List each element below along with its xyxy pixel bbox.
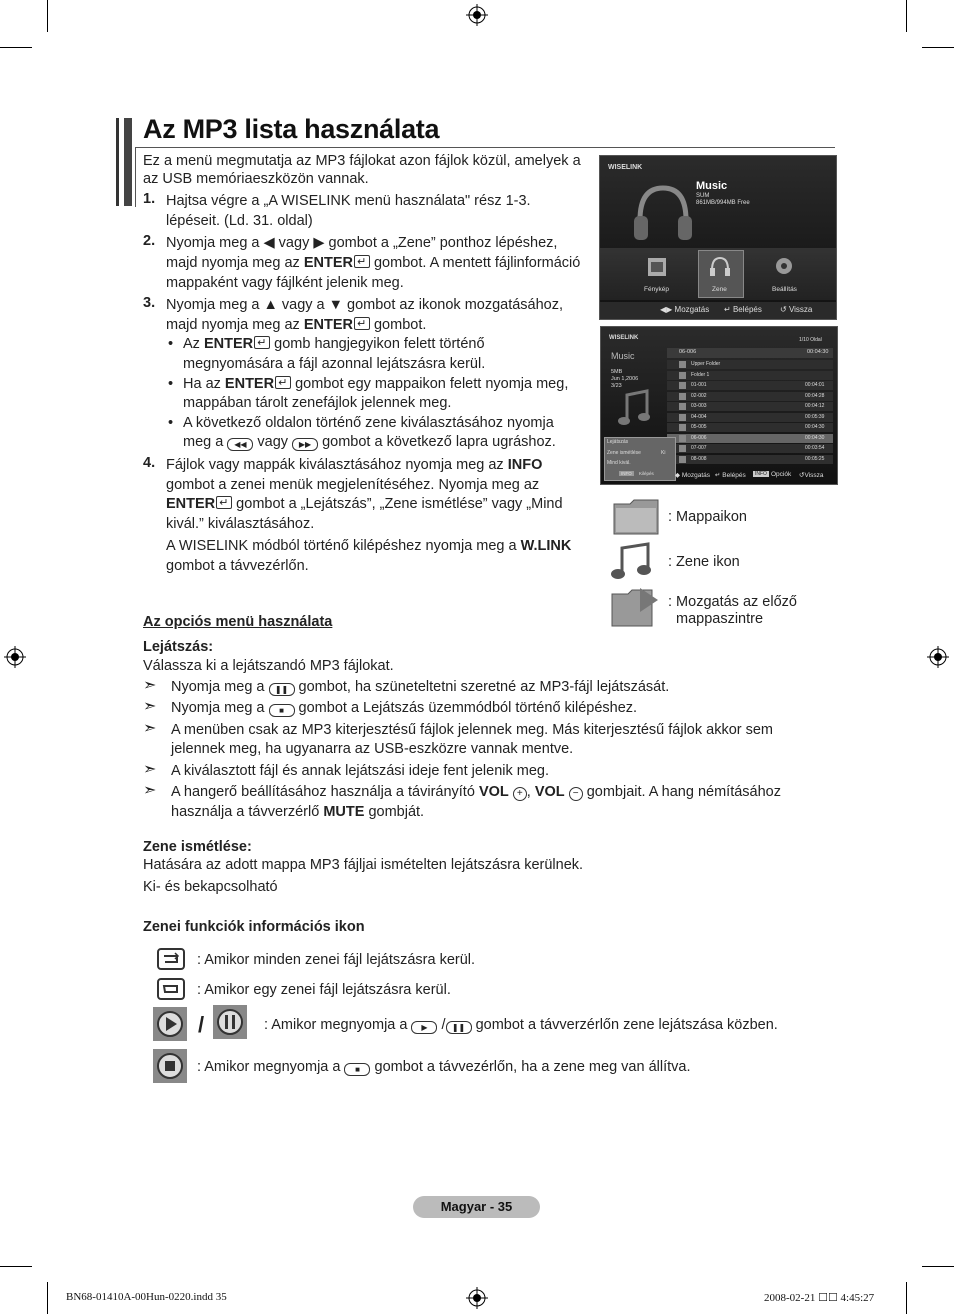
nav-back: ↺ Vissza [780,305,813,314]
gear-icon [772,254,796,280]
description: Hatására az adott mappa MP3 fájljai ismételten lejátszásra kerülnek. [143,857,584,873]
crop-mark [922,47,954,48]
note-arrow-icon: ➣ [143,698,157,715]
title-accent [116,118,119,206]
track-name: 07-007 [691,445,707,451]
note-text: jelennek meg, ha ugyanarra az USB-eszközre vannak mentve. [171,741,574,757]
current-track: 06-006 [679,349,697,355]
stop-button-icon: ■ [344,1063,370,1076]
note-text: A kiválasztott fájl és annak lejátszási ideje fent jelenik meg. [171,763,550,779]
music-note-icon [679,456,686,463]
pause-status-icon [213,1005,247,1039]
enter-icon [216,496,232,509]
nav-enter: ↵ Belépés [715,472,746,479]
step-text: Nyomja meg a ▲ vagy a ▼ gombot az ikonok mozgatásához, [166,297,564,313]
nav-move: ◆ Mozgatás [675,472,710,479]
crop-mark [906,0,907,32]
bullet-text: Ha az ENTER↵ gombot egy mappaikon felett nyomja meg, [183,374,568,394]
music-note-icon [679,403,686,410]
legend-text: : Mappaikon [668,509,747,525]
bullet-text: Az ENTER↵ gomb hangjegyikon felett történő [183,334,485,354]
track-name: 03-003 [691,403,707,409]
screen-sub: SUM [696,193,710,199]
option-repeat-value: Ki [661,450,666,456]
step-text: A WISELINK módból történő kilépéshez nyomja meg a W.LINK [166,538,572,554]
play-button-icon: ▶ [411,1021,437,1034]
step-text: gombot a távvezérlőn. [166,558,309,574]
track-name: 02-002 [691,392,707,399]
enter-icon [254,336,270,349]
track-time: 00:05:39 [805,413,825,420]
table-row[interactable] [667,423,833,432]
track-time: 00:04:01 [805,382,825,388]
option-play[interactable]: Lejátszás [607,439,629,445]
option-repeat[interactable]: Zene ismétlése [607,450,641,456]
crop-mark [0,1266,32,1267]
step-text: Hajtsa végre a „A WISELINK menü használata" rész 1-3. [166,193,531,209]
track-time: 00:04:30 [805,434,825,441]
table-row[interactable] [667,434,833,443]
table-row[interactable] [667,455,833,464]
intro-line: Ez a menü megmutatja az MP3 fájlokat azon fájlok közül, amelyek a [143,153,581,169]
bullet-dot: • [168,415,174,431]
music-tab-icon [708,254,732,280]
repeat-one-icon [157,978,185,1000]
folder-icon [679,372,686,379]
tab-photo[interactable]: Fénykép [644,286,669,293]
legend-text: mappaszintre [676,611,764,627]
stop-button-icon: ■ [269,704,295,717]
sub-heading: Zene ismétlése: [143,839,252,855]
plus-icon: + [513,787,527,801]
music-note-icon [617,389,653,429]
description: Ki- és bekapcsolható [143,879,278,895]
tab-music[interactable]: Zene [712,286,727,293]
bullet-text: mappában tárolt zenefájlok jelennek meg. [183,395,452,411]
play-status-icon [153,1007,187,1041]
intro-line: az USB memóriaeszközön vannak. [143,171,369,187]
crop-mark [47,1282,48,1314]
music-note-icon [610,542,654,582]
track-name: 08-008 [691,455,707,462]
nav-back: ↺Vissza [799,472,824,479]
registration-mark-icon [466,1287,488,1309]
file-info: Jun 1,2006 [611,376,639,382]
option-select-all[interactable]: Mind kivál. [607,460,631,466]
tv-screen-music-list [600,326,838,485]
minus-icon: − [569,787,583,801]
icon-desc: : Amikor megnyomja a ▶ / ❚❚ gombot a távverzérlőn zene lejátszása közben. [264,1017,778,1033]
description: Válassza ki a lejátszandó MP3 fájlokat. [143,658,394,674]
bullet-dot: • [168,336,174,352]
step-text: ENTER↵ gombot a „Lejátszás”, „Zene ismétlése” vagy „Mind [166,494,563,514]
note-arrow-icon: ➣ [143,677,157,694]
headphones-icon [628,178,698,248]
file-info-footer: BN68-01410A-00Hun-0220.indd 35 [66,1291,227,1303]
step-text: kivál.” kiválasztásához. [166,516,315,532]
track-name: 05-005 [691,424,707,430]
music-note-icon [679,382,686,389]
music-note-icon [679,414,686,421]
music-note-icon [679,435,686,442]
crop-mark [47,0,48,32]
folder-icon [612,498,660,536]
note-text: A hangerő beállításához használja a távirányító VOL + , VOL − gombjait. A hang némításához [171,784,781,800]
table-row[interactable] [667,360,833,369]
table-row[interactable] [667,444,833,453]
table-row[interactable] [667,402,833,411]
table-row[interactable] [667,371,833,380]
section-heading: Az opciós menü használata [143,614,333,630]
brand-logo: WISELINK [609,335,639,341]
divider [135,147,136,207]
registration-mark-icon [927,646,949,668]
bullet-dot: • [168,376,174,392]
track-time: 00:04:28 [805,392,825,399]
screen-heading: Music [696,180,728,192]
track-time: 00:03:54 [805,445,825,451]
step-text: mappaként vagy fájlként jelenik meg. [166,275,404,291]
crop-mark [906,1282,907,1314]
slash-separator: / [198,1012,205,1037]
pause-button-icon: ❚❚ [269,683,295,696]
enter-icon [354,317,370,330]
track-name: Upper Folder [691,361,721,367]
track-time: 00:04:30 [805,424,825,430]
note-arrow-icon: ➣ [143,761,157,778]
enter-icon [354,255,370,268]
crop-mark [0,47,32,48]
page-indicator: 1/10 Oldal [799,337,822,343]
bullet-text: A következő oldalon történő zene kiválasztásához nyomja [183,415,554,431]
icon-desc: : Amikor egy zenei fájl lejátszásra kerül. [197,982,451,998]
step-text: majd nyomja meg az ENTER↵ gombot. [166,315,426,335]
tab-settings[interactable]: Beállítás [772,286,797,293]
sub-heading: Lejátszás: [143,639,214,655]
folder-up-icon [610,586,662,628]
screen-sub: 861MB/994MB Free [696,200,750,206]
bullet-text: meg a ◀◀ vagy ▶▶ gombot a következő lapra ugráshoz. [183,434,556,450]
nav-move: ◀▶ Mozgatás [660,305,710,314]
track-name: 04-004 [691,413,707,420]
section-heading: Zenei funkciók információs ikon [143,919,365,935]
track-name: 01-001 [691,382,707,388]
step-text: majd nyomja meg az ENTER↵ gombot. A mentett fájlinformáció [166,253,580,273]
note-text: A menüben csak az MP3 kiterjesztésű fájlok jelennek meg. Más kiterjesztésű fájlok akkor sem [171,722,774,738]
icon-desc: : Amikor minden zenei fájl lejátszásra kerül. [197,952,476,968]
exit-label[interactable]: Kilépés [639,471,654,476]
brand-logo: WISELINK [608,164,643,171]
file-info: 5MB [611,369,623,375]
step-number: 2. [143,233,156,249]
table-row[interactable] [667,392,833,401]
rewind-button-icon: ◀◀ [227,438,253,451]
page-number: Magyar - 35 [413,1196,540,1218]
current-time: 00:04:30 [807,349,829,355]
note-text: Nyomja meg a ■ gombot a Lejátszás üzemmódból történő kilépéshez. [171,700,638,716]
track-name: 06-006 [691,434,707,441]
pause-button-icon: ❚❚ [446,1021,472,1034]
step-text: lépéseit. (Ld. 31. oldal) [166,213,313,229]
repeat-all-icon [157,948,185,970]
icon-desc: : Amikor megnyomja a ■ gombot a távvezérlőn, ha a zene meg van állítva. [197,1059,691,1075]
file-info: 3/23 [611,383,622,389]
bullet-text: megnyomására a fájl azonnal lejátszásra kerül. [183,356,486,372]
step-number: 4. [143,455,156,471]
table-row[interactable] [667,381,833,390]
legend-text: : Mozgatás az előző [668,594,797,610]
nav-options: Opciók [771,471,792,478]
info-badge: INFO [755,471,767,477]
registration-mark-icon [466,4,488,26]
screen-heading: Music [611,351,635,361]
track-time: 00:04:12 [805,403,825,409]
music-note-icon [679,424,686,431]
track-name: Folder 1 [691,371,710,378]
divider [135,147,835,148]
crop-mark [922,1266,954,1267]
fast-forward-button-icon: ▶▶ [292,438,318,451]
step-text: Fájlok vagy mappák kiválasztásához nyomja meg az INFO [166,457,543,473]
legend-text: : Zene ikon [668,554,740,570]
info-badge: INFO [621,471,632,476]
nav-enter: ↵ Belépés [724,305,762,314]
music-note-icon [679,445,686,452]
note-arrow-icon: ➣ [143,720,157,737]
note-arrow-icon: ➣ [143,782,157,799]
music-note-icon [679,393,686,400]
title-accent [124,118,132,206]
date-footer: 2008-02-21 ☐☐ 4:45:27 [764,1292,875,1304]
tv-screen-wiselink-menu [599,155,837,320]
note-text: használja a távverzérlő MUTE gombját. [171,804,425,820]
step-number: 1. [143,191,156,207]
step-text: Nyomja meg a ◀ vagy ▶ gombot a „Zene” ponthoz lépéshez, [166,235,558,251]
stop-status-icon [153,1049,187,1083]
note-text: Nyomja meg a ❚❚ gombot, ha szüneteltetni szeretné az MP3-fájl lejátszását. [171,679,670,695]
photo-icon [646,254,670,280]
step-number: 3. [143,295,156,311]
page-title: Az MP3 lista használata [143,114,440,144]
step-text: gombot a zenei menük megjelenítéséhez. Nyomja meg az [166,477,540,493]
enter-icon [275,376,291,389]
track-time: 00:05:25 [805,455,825,462]
folder-icon [679,361,686,368]
table-row[interactable] [667,413,833,422]
registration-mark-icon [4,646,26,668]
